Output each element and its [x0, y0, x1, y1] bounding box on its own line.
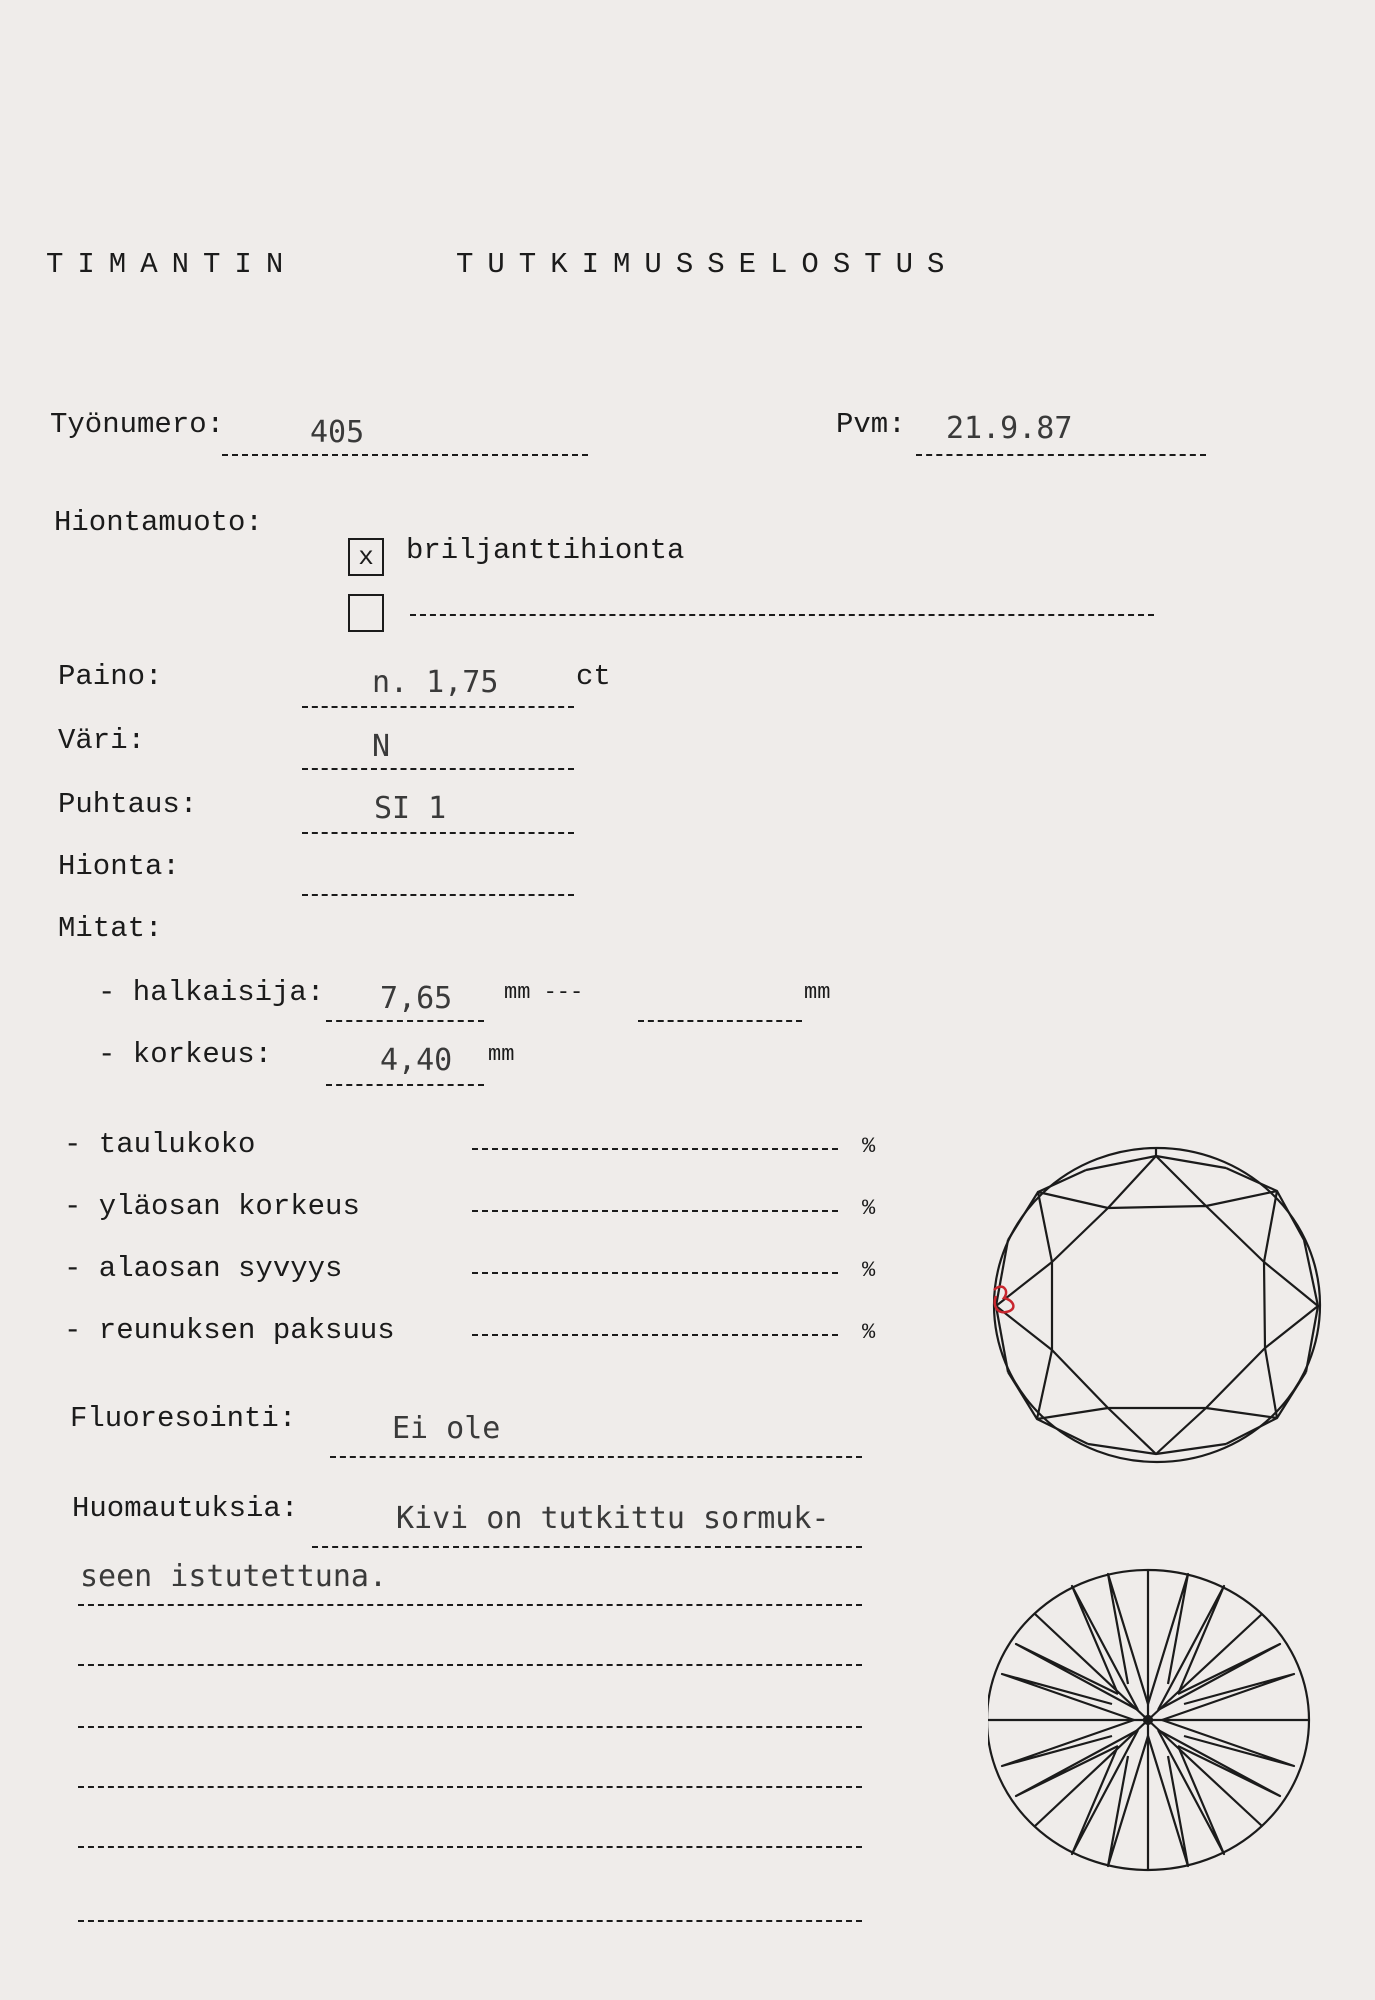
table-size-percent: %	[862, 1134, 876, 1159]
diameter-unit-2: mm	[804, 980, 831, 1005]
fluorescence-line	[330, 1456, 862, 1458]
remarks-label: Huomautuksia:	[72, 1492, 299, 1525]
other-cut-checkbox[interactable]	[348, 594, 384, 632]
remarks-rule-5	[78, 1786, 862, 1788]
remarks-rule-2	[78, 1604, 862, 1606]
fluorescence-label: Fluoresointi:	[70, 1402, 297, 1435]
crown-diagram	[988, 1140, 1326, 1470]
clarity-label: Puhtaus:	[58, 788, 198, 821]
remarks-rule-1	[312, 1546, 862, 1548]
date-line	[916, 454, 1206, 456]
diameter-line	[326, 1020, 484, 1022]
color-value[interactable]: N	[372, 729, 391, 764]
remarks-line-2[interactable]: seen istutettuna.	[80, 1559, 388, 1594]
title-part2: TUTKIMUSSELOSTUS	[456, 248, 959, 281]
height-value[interactable]: 4,40	[380, 1043, 453, 1078]
cut-grade-label: Hionta:	[58, 850, 180, 883]
fluorescence-value[interactable]: Ei ole	[392, 1411, 501, 1446]
weight-line	[302, 706, 574, 708]
brilliant-cut-checkbox[interactable]: x	[348, 538, 384, 576]
girdle-thickness-line	[472, 1334, 838, 1336]
clarity-value[interactable]: SI 1	[374, 791, 447, 826]
crown-height-label: - yläosan korkeus	[64, 1190, 360, 1223]
date-value[interactable]: 21.9.87	[946, 411, 1073, 446]
diameter-label: - halkaisija:	[98, 976, 325, 1009]
crown-height-line	[472, 1210, 838, 1212]
weight-unit: ct	[576, 660, 611, 693]
crown-height-percent: %	[862, 1196, 876, 1221]
height-unit: mm	[488, 1042, 515, 1067]
cut-shape-label: Hiontamuoto:	[54, 506, 263, 539]
diameter-unit: mm ---	[504, 980, 584, 1005]
weight-value[interactable]: n. 1,75	[372, 665, 499, 700]
clarity-line	[302, 832, 574, 834]
color-line	[302, 768, 574, 770]
brilliant-cut-label: briljanttihionta	[406, 534, 685, 567]
diameter-line-2	[638, 1020, 802, 1022]
title-part1: TIMANTIN	[46, 248, 298, 281]
remarks-rule-3	[78, 1664, 862, 1666]
table-size-label: - taulukoko	[64, 1128, 256, 1161]
remarks-rule-4	[78, 1726, 862, 1728]
date-label: Pvm:	[836, 408, 906, 441]
other-cut-line	[410, 614, 1154, 616]
height-line	[326, 1084, 484, 1086]
cut-grade-line	[302, 894, 574, 896]
remarks-rule-6	[78, 1846, 862, 1848]
pavilion-diagram	[988, 1564, 1326, 1882]
table-size-line	[472, 1148, 838, 1150]
remarks-line-1[interactable]: Kivi on tutkittu sormuk-	[396, 1501, 830, 1536]
remarks-rule-7	[78, 1920, 862, 1922]
diameter-value[interactable]: 7,65	[380, 981, 453, 1016]
weight-label: Paino:	[58, 660, 163, 693]
girdle-thickness-percent: %	[862, 1320, 876, 1345]
dimensions-label: Mitat:	[58, 912, 163, 945]
job-number-value[interactable]: 405	[310, 415, 365, 450]
job-number-label: Työnumero:	[50, 408, 225, 441]
pavilion-depth-percent: %	[862, 1258, 876, 1283]
height-label: - korkeus:	[98, 1038, 273, 1071]
color-label: Väri:	[58, 724, 146, 757]
job-number-line	[222, 454, 588, 456]
pavilion-depth-line	[472, 1272, 838, 1274]
girdle-thickness-label: - reunuksen paksuus	[64, 1314, 395, 1347]
pavilion-depth-label: - alaosan syvyys	[64, 1252, 343, 1285]
